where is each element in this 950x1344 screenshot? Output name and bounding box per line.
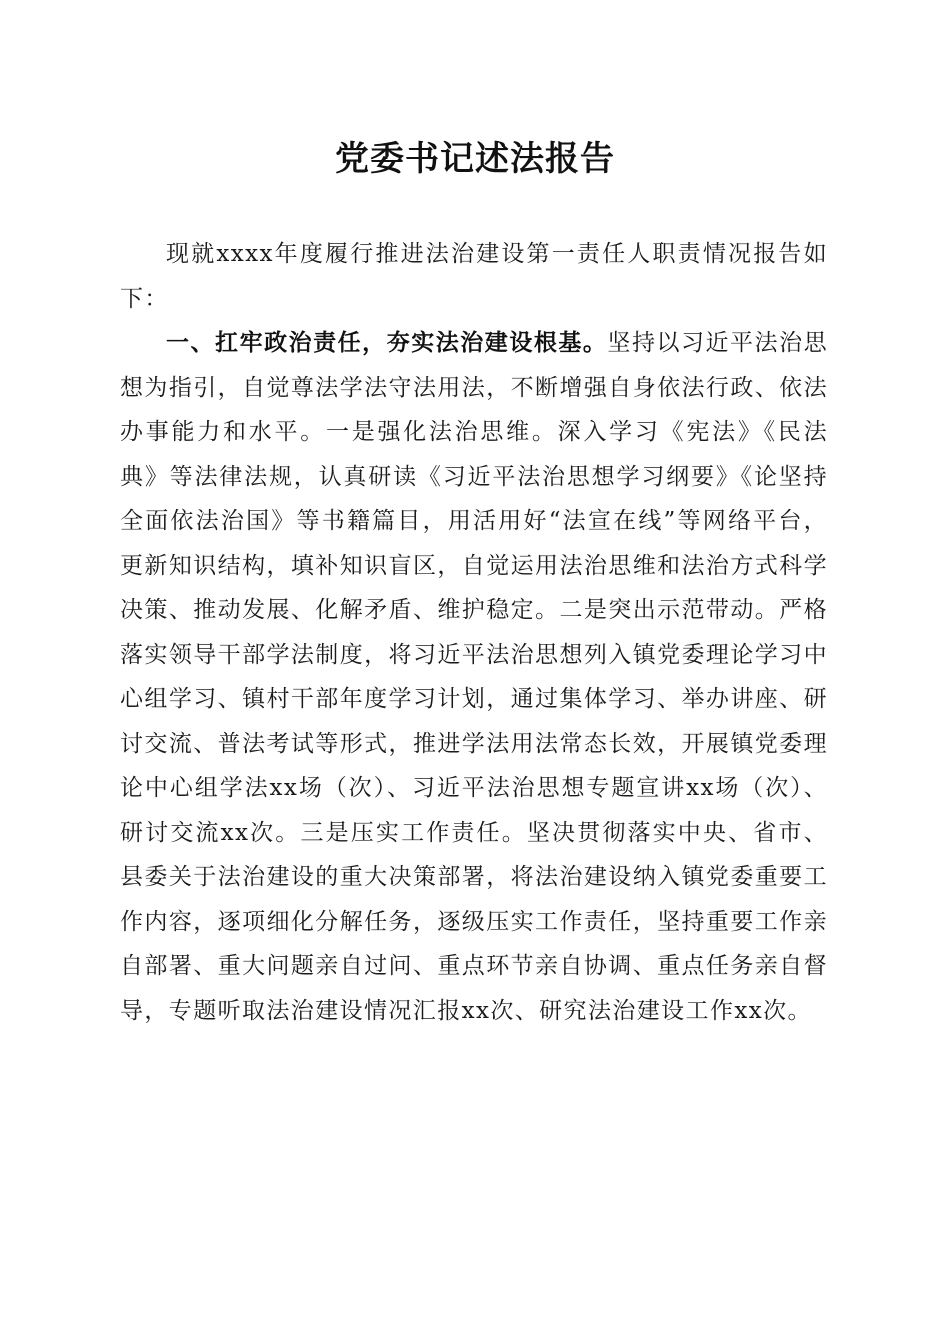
intro-paragraph: 现就xxxx年度履行推进法治建设第一责任人职责情况报告如下： bbox=[120, 241, 828, 312]
document-title: 党委书记述法报告 bbox=[335, 139, 615, 179]
section-text: 坚持以习近平法治思想为指引，自觉尊法学法守法用法，不断增强自身依法行政、依法办事能力和水平。一是强化法治思维。深入学习《宪法》《民法典》等法律法规，认真研读《习近平法治思想学习纲要》《论坚持全面依法治国》等书籍篇目，用活用好“法宣在线”等网络平台，更新知识结构，填补知识盲区，自觉运用法治思维和法治方式科学决策、推动发展、化解矛盾、维护稳定。二是突出示范带动。严格落实领导干部学法制度，将习近平法治思想列入镇党委理论学习中心组学习、镇村干部年度学习计划，通过集体学习、举办讲座、研讨交流、普法考试等形式，推进学法用法常态长效，开展镇党委理论中心组学法xx场（次）、习近平法治思想专题宣讲xx场（次）、研讨交流xx次。三是压实工作责任。坚决贯彻落实中央、省市、县委关于法治建设的重大决策部署，将法治建设纳入镇党委重要工作内容，逐项细化分解任务，逐级压实工作责任，坚持重要工作亲自部署、重大问题亲自过问、重点环节亲自协调、重点任务亲自督导，专题听取法治建设情况汇报xx次、研究法治建设工作xx次。 bbox=[120, 330, 829, 1024]
section-paragraph bbox=[120, 321, 828, 1033]
section-heading: 一、扛牢政治责任，夯实法治建设根基。 bbox=[166, 330, 608, 356]
document-body bbox=[120, 232, 828, 1033]
